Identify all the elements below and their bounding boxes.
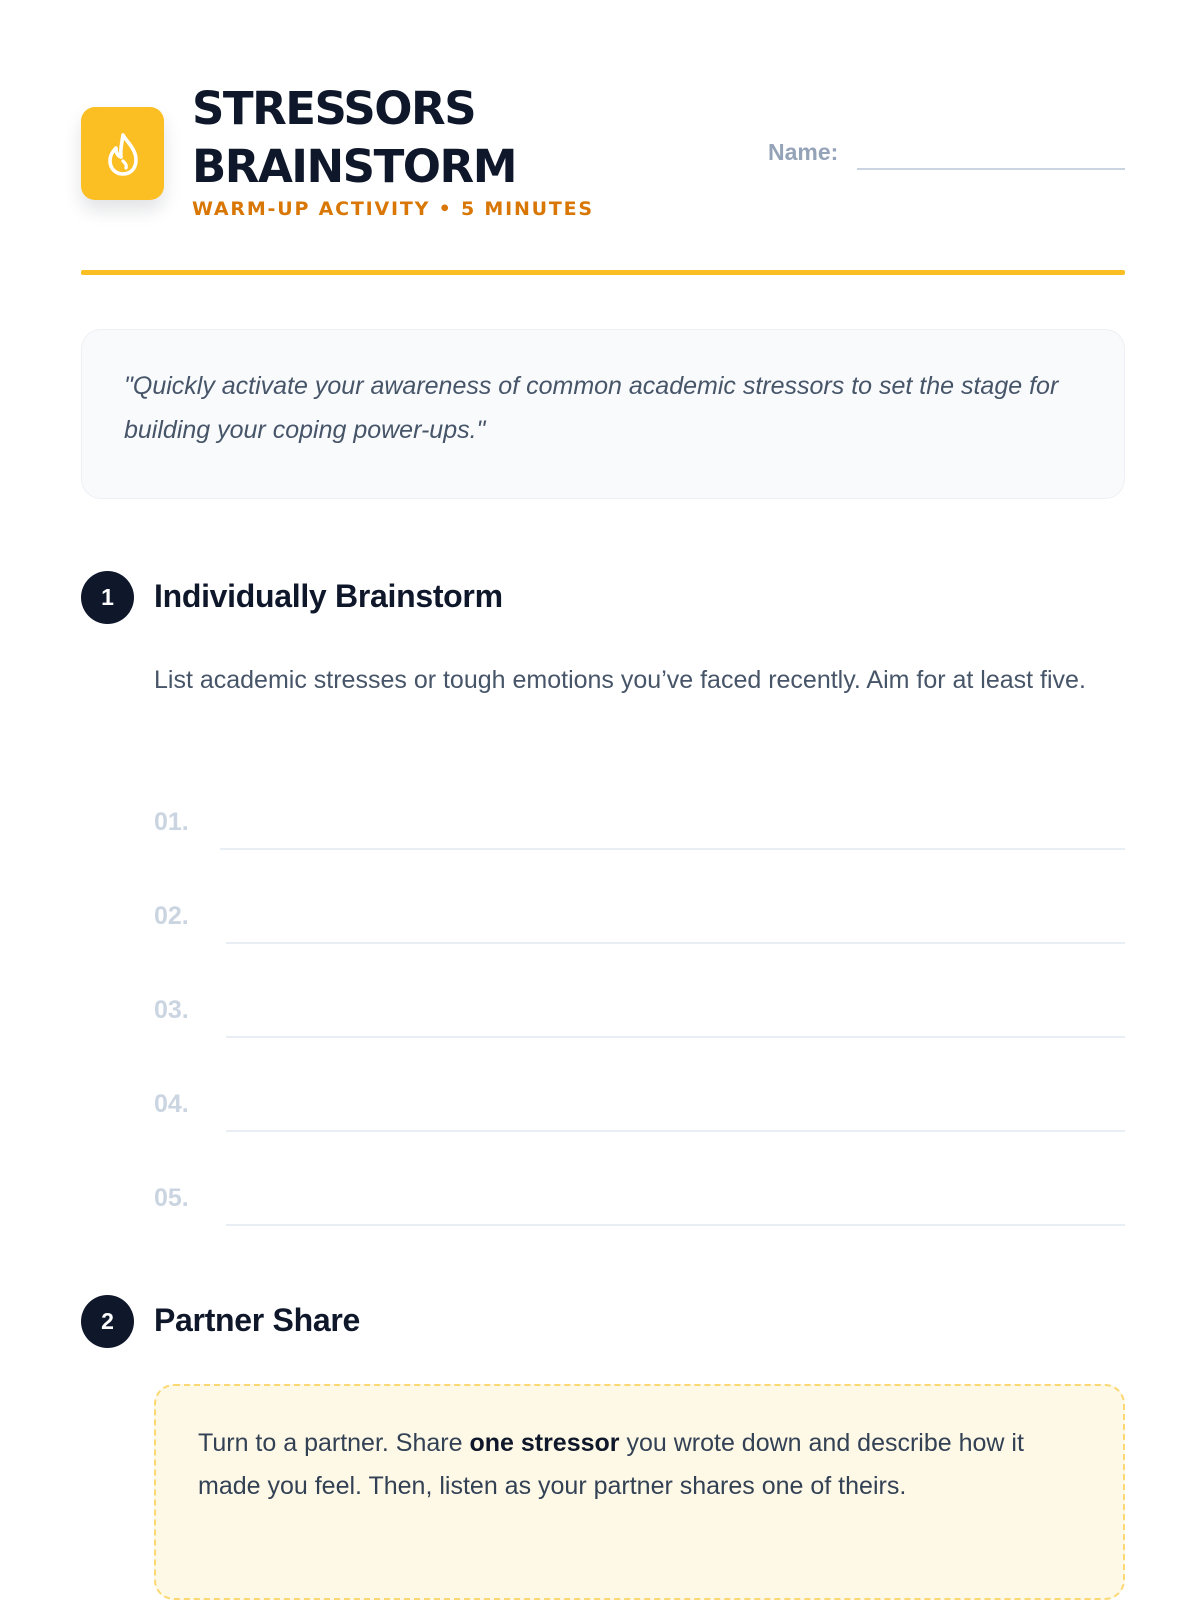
answer-row-3[interactable] xyxy=(154,988,1125,1048)
name-field[interactable] xyxy=(857,168,1125,170)
answer-number: 03. xyxy=(154,996,189,1024)
answer-number: 05. xyxy=(154,1184,189,1212)
page-subtitle: WARM-UP ACTIVITY • 5 MINUTES xyxy=(192,198,594,220)
step-1-badge: 1 xyxy=(81,571,134,624)
answer-number: 01. xyxy=(154,808,189,836)
header-divider xyxy=(81,270,1125,275)
worksheet-header xyxy=(81,80,1125,280)
answer-row-2[interactable] xyxy=(154,894,1125,954)
partner-text-end: you wrote down and describe how it made you feel. Then, listen as your partner shares one of theirs. xyxy=(198,1429,1024,1500)
answer-row-1[interactable] xyxy=(154,800,1125,860)
answer-line[interactable] xyxy=(226,1036,1125,1038)
step-1-description: List academic stresses or tough emotions you’ve faced recently. Aim for at least five. xyxy=(154,666,1086,694)
partner-text-start: Turn to a partner. Share xyxy=(198,1429,470,1457)
answer-line[interactable] xyxy=(220,848,1125,850)
flame-icon-graphic xyxy=(101,131,145,177)
partner-share-callout xyxy=(154,1384,1125,1600)
answer-row-5[interactable] xyxy=(154,1176,1125,1236)
answer-line[interactable] xyxy=(226,1224,1125,1226)
intro-quote: "Quickly activate your awareness of common academic stressors to set the stage for building your coping power-ups." xyxy=(124,372,1059,444)
title-block xyxy=(192,80,672,220)
step-1-title: Individually Brainstorm xyxy=(154,578,503,614)
answer-number: 04. xyxy=(154,1090,189,1118)
answer-number: 02. xyxy=(154,902,189,930)
intro-quote-card xyxy=(81,329,1125,499)
step-2-badge: 2 xyxy=(81,1295,134,1348)
answer-line[interactable] xyxy=(226,942,1125,944)
name-label: Name: xyxy=(768,139,839,165)
page-title: STRESSORS BRAINSTORM xyxy=(192,82,516,193)
flame-icon xyxy=(81,107,164,200)
partner-share-text xyxy=(198,1422,1081,1508)
partner-text-emphasis: one stressor xyxy=(469,1429,620,1457)
step-2-title: Partner Share xyxy=(154,1302,360,1338)
answer-line[interactable] xyxy=(226,1130,1125,1132)
answer-row-4[interactable] xyxy=(154,1082,1125,1142)
